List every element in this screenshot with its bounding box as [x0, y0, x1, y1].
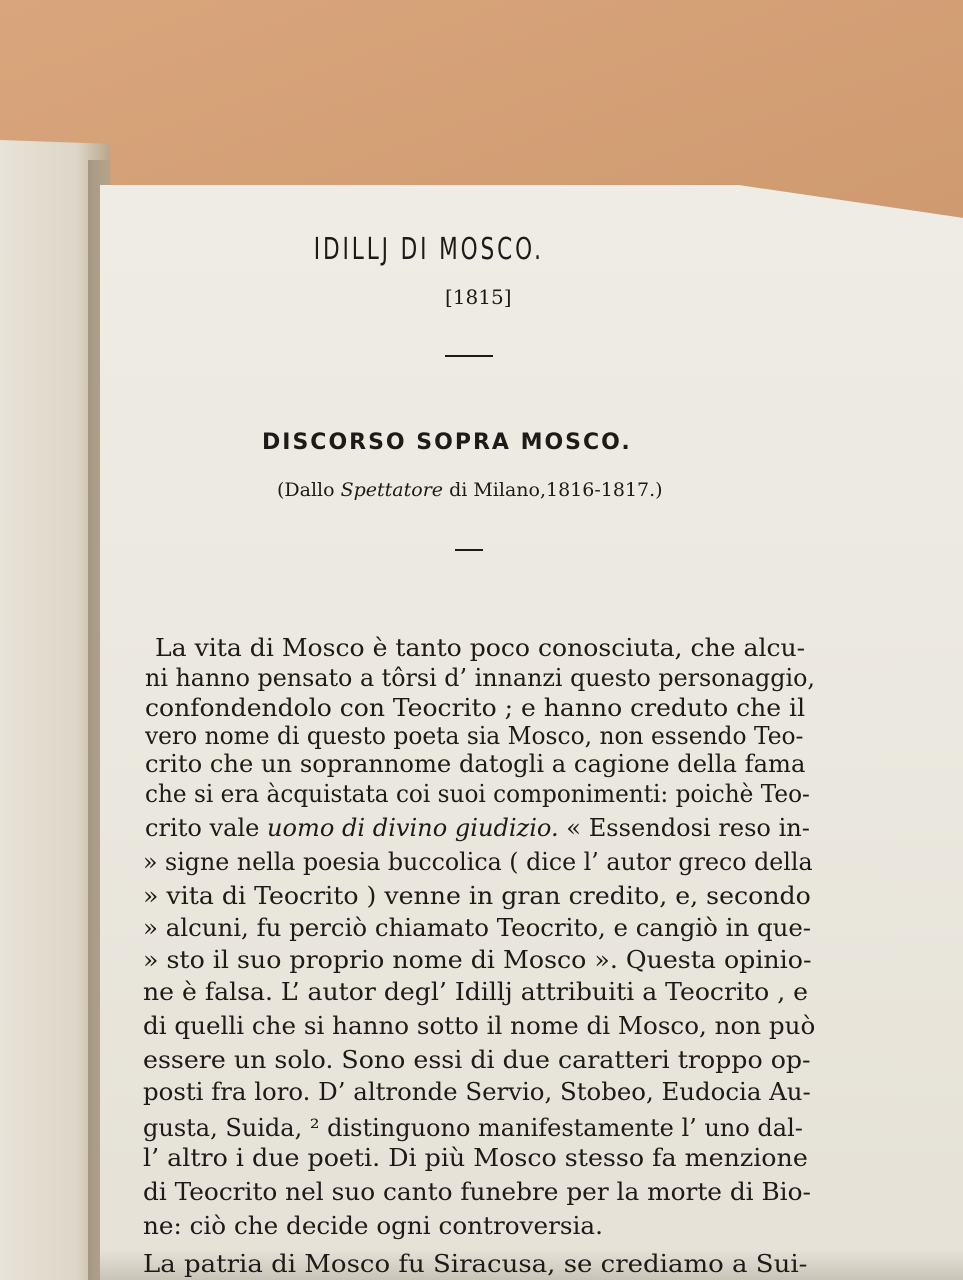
body-line-text: « Essendosi reso in- — [558, 814, 810, 842]
page-year: [1815] — [445, 285, 512, 309]
page-bottom-shadow — [100, 1250, 963, 1280]
source-italic: Spettatore — [340, 479, 444, 501]
source-prefix: (Dallo — [277, 479, 341, 501]
page-title: IDILLJ DI MOSCO. — [313, 232, 544, 267]
source-suffix: di Milano,1816-1817.) — [443, 479, 663, 501]
body-line-italic: uomo di divino giudizio. — [267, 814, 559, 842]
heading-divider — [455, 549, 483, 551]
source-note — [277, 479, 663, 501]
title-divider — [445, 355, 493, 357]
body-line-text: crito vale — [145, 814, 268, 842]
section-heading: DISCORSO SOPRA MOSCO. — [262, 430, 632, 455]
